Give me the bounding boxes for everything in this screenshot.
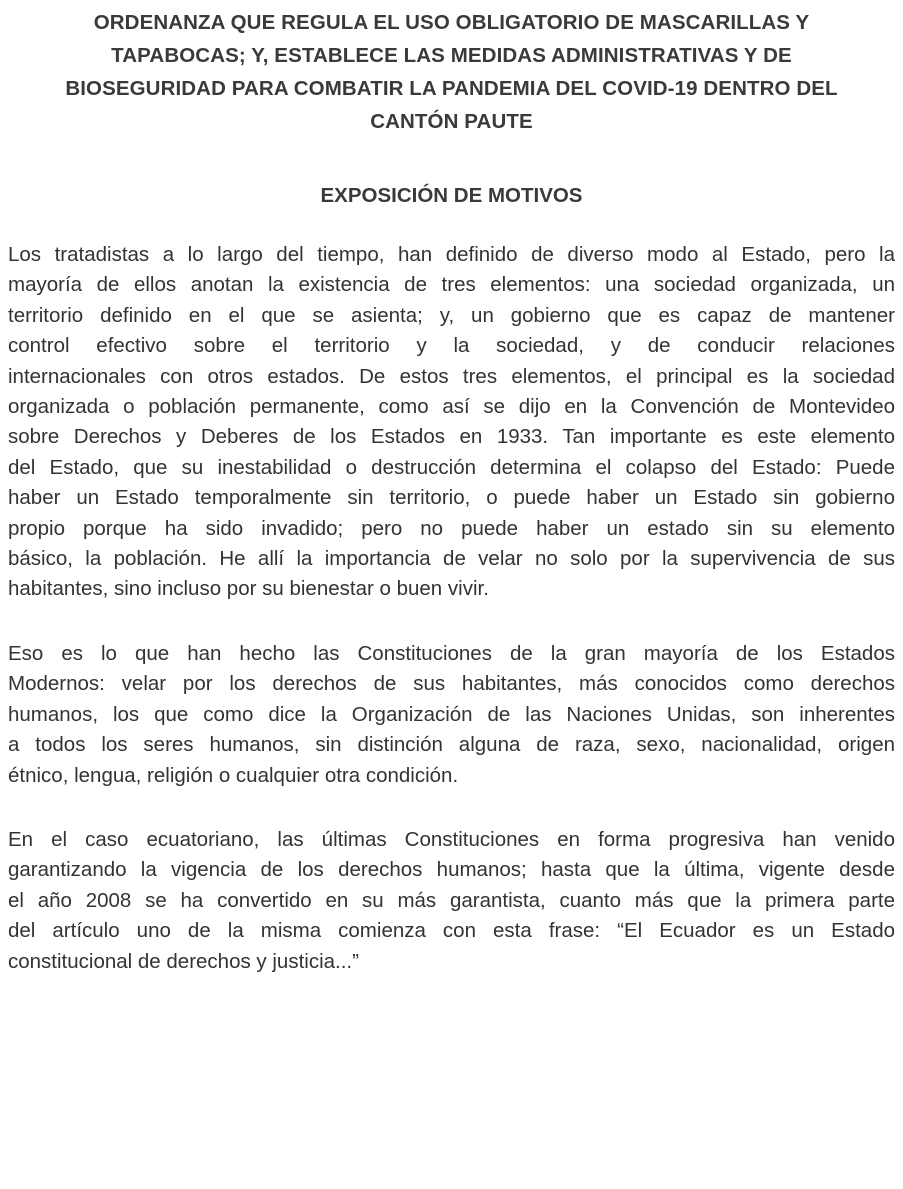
paragraph-line: territorio definido en el que se asienta; y, un gobierno que es capaz de mantener <box>8 303 895 327</box>
paragraph-line: mayoría de ellos anotan la existencia de tres elementos: una sociedad organizada, un <box>8 273 895 297</box>
paragraph-line: el año 2008 se ha convertido en su más garantista, cuanto más que la primera parte <box>8 888 895 912</box>
paragraph-line: constitucional de derechos y justicia...” <box>8 949 359 973</box>
section-heading: EXPOSICIÓN DE MOTIVOS <box>320 184 583 207</box>
paragraph-line: básico, la población. He allí la importancia de velar no solo por la supervivencia de sus <box>8 547 895 571</box>
title-line: BIOSEGURIDAD PARA COMBATIR LA PANDEMIA DEL COVID-19 DENTRO DEL <box>65 77 838 100</box>
paragraph-line: Eso es lo que han hecho las Constituciones de la gran mayoría de los Estados <box>8 641 895 665</box>
title-line: ORDENANZA QUE REGULA EL USO OBLIGATORIO DE MASCARILLAS Y <box>93 11 810 34</box>
title-line: CANTÓN PAUTE <box>370 110 533 133</box>
title-line: TAPABOCAS; Y, ESTABLECE LAS MEDIDAS ADMINISTRATIVAS Y DE <box>111 44 792 67</box>
paragraph-line: propio porque ha sido invadido; pero no puede haber un estado sin su elemento <box>8 516 895 540</box>
paragraph-line: garantizando la vigencia de los derechos humanos; hasta que la última, vigente desde <box>8 858 895 882</box>
paragraph-line: internacionales con otros estados. De estos tres elementos, el principal es la sociedad <box>8 364 895 388</box>
paragraph-line: Los tratadistas a lo largo del tiempo, han definido de diverso modo al Estado, pero la <box>8 243 895 266</box>
paragraph-line: sobre Derechos y Deberes de los Estados en 1933. Tan importante es este elemento <box>8 425 895 449</box>
paragraph-line: del Estado, que su inestabilidad o destrucción determina el colapso del Estado: Puede <box>8 455 895 479</box>
document-title <box>8 6 895 138</box>
paragraph-line: haber un Estado temporalmente sin territorio, o puede haber un Estado sin gobierno <box>8 486 895 510</box>
paragraph-line: étnico, lengua, religión o cualquier otra condición. <box>8 763 459 787</box>
paragraph-3 <box>8 825 895 977</box>
paragraph-line: organizada o población permanente, como así se dijo en la Convención de Montevideo <box>8 395 895 419</box>
paragraph-line: del artículo uno de la misma comienza con esta frase: “El Ecuador es un Estado <box>8 919 895 943</box>
paragraph-line: En el caso ecuatoriano, las últimas Constituciones en forma progresiva han venido <box>8 827 895 851</box>
paragraph-1 <box>8 240 895 605</box>
paragraph-line: a todos los seres humanos, sin distinción alguna de raza, sexo, nacionalidad, origen <box>8 733 895 757</box>
paragraph-line: habitantes, sino incluso por su bienestar o buen vivir. <box>8 577 489 601</box>
paragraph-line: control efectivo sobre el territorio y la sociedad, y de conducir relaciones <box>8 334 895 358</box>
paragraph-line: humanos, los que como dice la Organización de las Naciones Unidas, son inherentes <box>8 702 895 726</box>
paragraph-line: Modernos: velar por los derechos de sus habitantes, más conocidos como derechos <box>8 672 895 696</box>
paragraph-2 <box>8 639 895 791</box>
